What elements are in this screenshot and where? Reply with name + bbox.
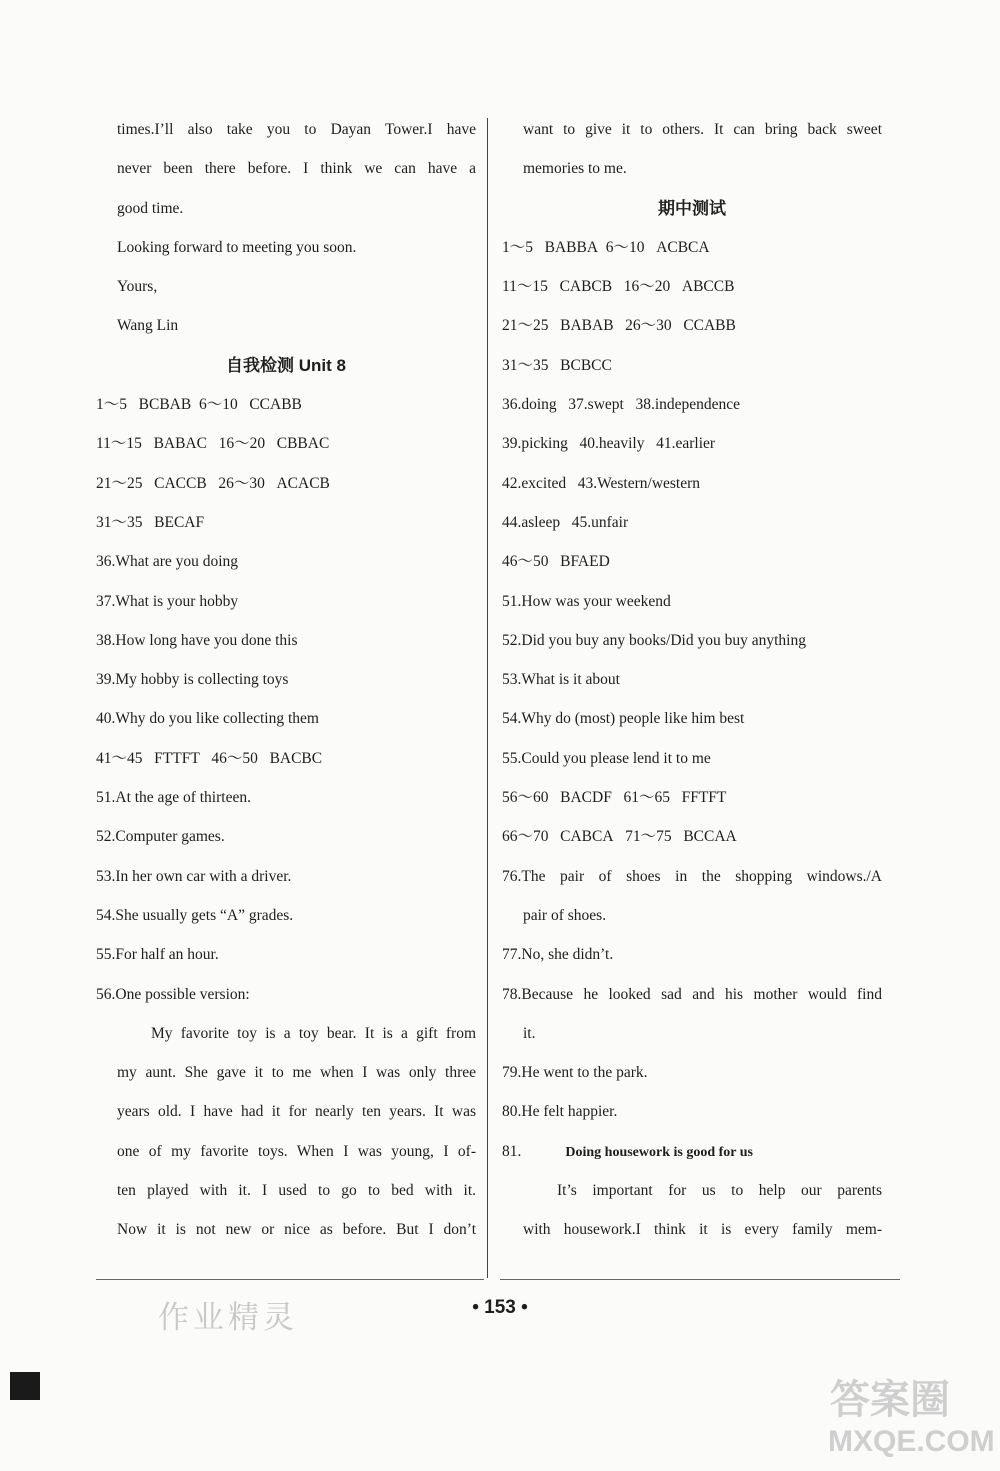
essay-continued-line: want to give it to others. It can bring back sweet: [523, 121, 882, 138]
answer-item: 55.For half an hour.: [96, 946, 219, 964]
answer-row: 21～25 CACCB 26～30 ACACB: [96, 474, 330, 492]
watermark-right: 答案圈: [830, 1377, 950, 1423]
answer-item: 53.What is it about: [502, 671, 620, 689]
answer-item: 44.asleep 45.unfair: [502, 513, 629, 531]
answer-row: 41～45 FTTFT 46～50 BACBC: [96, 749, 323, 767]
column-divider: [487, 118, 488, 1278]
section-heading-midterm: 期中测试: [658, 198, 726, 218]
answer-item: 42.excited 43.Western/western: [502, 474, 701, 492]
letter-line: Yours,: [117, 278, 158, 296]
answer-row: 56～60 BACDF 61～65 FFTFT: [502, 789, 727, 807]
answer-item-continued: pair of shoes.: [523, 906, 607, 924]
black-square-mark: [10, 1372, 40, 1400]
answer-item: 39.picking 40.heavily 41.earlier: [502, 435, 716, 453]
answer-row: 21～25 BABAB 26～30 CCABB: [502, 317, 736, 335]
item-number: 81.: [502, 1142, 522, 1160]
essay-line: Now it is not new or nice as before. But I don’t: [117, 1221, 476, 1239]
essay-continued-line: memories to me.: [523, 160, 627, 178]
answer-item-81: [502, 1132, 882, 1171]
right-column: [502, 110, 882, 1250]
letter-line: good time.: [117, 199, 184, 217]
essay-line: My favorite toy is a toy bear. It is a gift from: [151, 1024, 476, 1042]
letter-line: never been there before. I think we can have a: [117, 160, 476, 178]
essay-line: ten played with it. I used to go to bed with it.: [117, 1182, 476, 1200]
essay-line: my aunt. She gave it to me when I was only three: [117, 1064, 476, 1082]
letter-line: times.I’ll also take you to Dayan Tower.I have: [117, 121, 476, 138]
answer-item: 39.My hobby is collecting toys: [96, 671, 289, 689]
answer-row: 31～35 BECAF: [96, 513, 205, 531]
answer-item: 54.Why do (most) people like him best: [502, 710, 745, 728]
answer-item: 51.At the age of thirteen.: [96, 789, 251, 807]
answer-item: 79.He went to the park.: [502, 1064, 648, 1082]
answer-item: 52.Computer games.: [96, 828, 225, 846]
footer-rule-left: [96, 1279, 484, 1280]
answer-row: 66～70 CABCA 71～75 BCCAA: [502, 828, 737, 846]
answer-item: 40.Why do you like collecting them: [96, 710, 319, 728]
answer-item: 52.Did you buy any books/Did you buy anything: [502, 631, 806, 649]
answer-item: 54.She usually gets “A” grades.: [96, 906, 294, 924]
answer-item: 37.What is your hobby: [96, 592, 239, 610]
left-column: [96, 110, 476, 1250]
essay-line: It’s important for us to help our parents: [557, 1182, 882, 1200]
answer-item-continued: it.: [523, 1024, 536, 1042]
answer-item: 80.He felt happier.: [502, 1103, 618, 1121]
answer-item: 36.What are you doing: [96, 553, 239, 571]
footer-rule-right: [500, 1279, 900, 1280]
answer-item: 46～50 BFAED: [502, 553, 610, 571]
essay-line: with housework.I think it is every family mem-: [523, 1221, 882, 1239]
answer-item: 78.Because he looked sad and his mother would find: [502, 985, 882, 1003]
essay-line: one of my favorite toys. When I was young, I of-: [117, 1142, 476, 1160]
essay-title: Doing housework is good for us: [565, 1144, 753, 1160]
answer-item: 56.One possible version:: [96, 985, 250, 1003]
answer-row: 11～15 BABAC 16～20 CBBAC: [96, 435, 330, 453]
letter-line: Looking forward to meeting you soon.: [117, 238, 357, 256]
answer-item: 51.How was your weekend: [502, 592, 671, 610]
answer-row: 11～15 CABCB 16～20 ABCCB: [502, 278, 735, 296]
watermark-left: 作业精灵: [158, 1300, 298, 1336]
answer-item: 53.In her own car with a driver.: [96, 867, 292, 885]
answer-item: 38.How long have you done this: [96, 631, 298, 649]
letter-signature: Wang Lin: [117, 317, 179, 335]
answer-item: 76.The pair of shoes in the shopping windows./A: [502, 867, 882, 885]
watermark-url: MXQE.COM: [828, 1425, 995, 1458]
essay-line: years old. I have had it for nearly ten years. It was: [117, 1103, 476, 1121]
section-heading-unit8: 自我检测 Unit 8: [226, 355, 346, 375]
answer-row: 1～5 BCBAB 6～10 CCABB: [96, 396, 302, 414]
answer-row: 1～5 BABBA 6～10 ACBCA: [502, 238, 710, 256]
page-number: • 153 •: [472, 1297, 528, 1318]
answer-item: 36.doing 37.swept 38.independence: [502, 396, 741, 414]
answer-row: 31～35 BCBCC: [502, 356, 612, 374]
answer-item: 55.Could you please lend it to me: [502, 749, 711, 767]
answer-item: 77.No, she didn’t.: [502, 946, 614, 964]
